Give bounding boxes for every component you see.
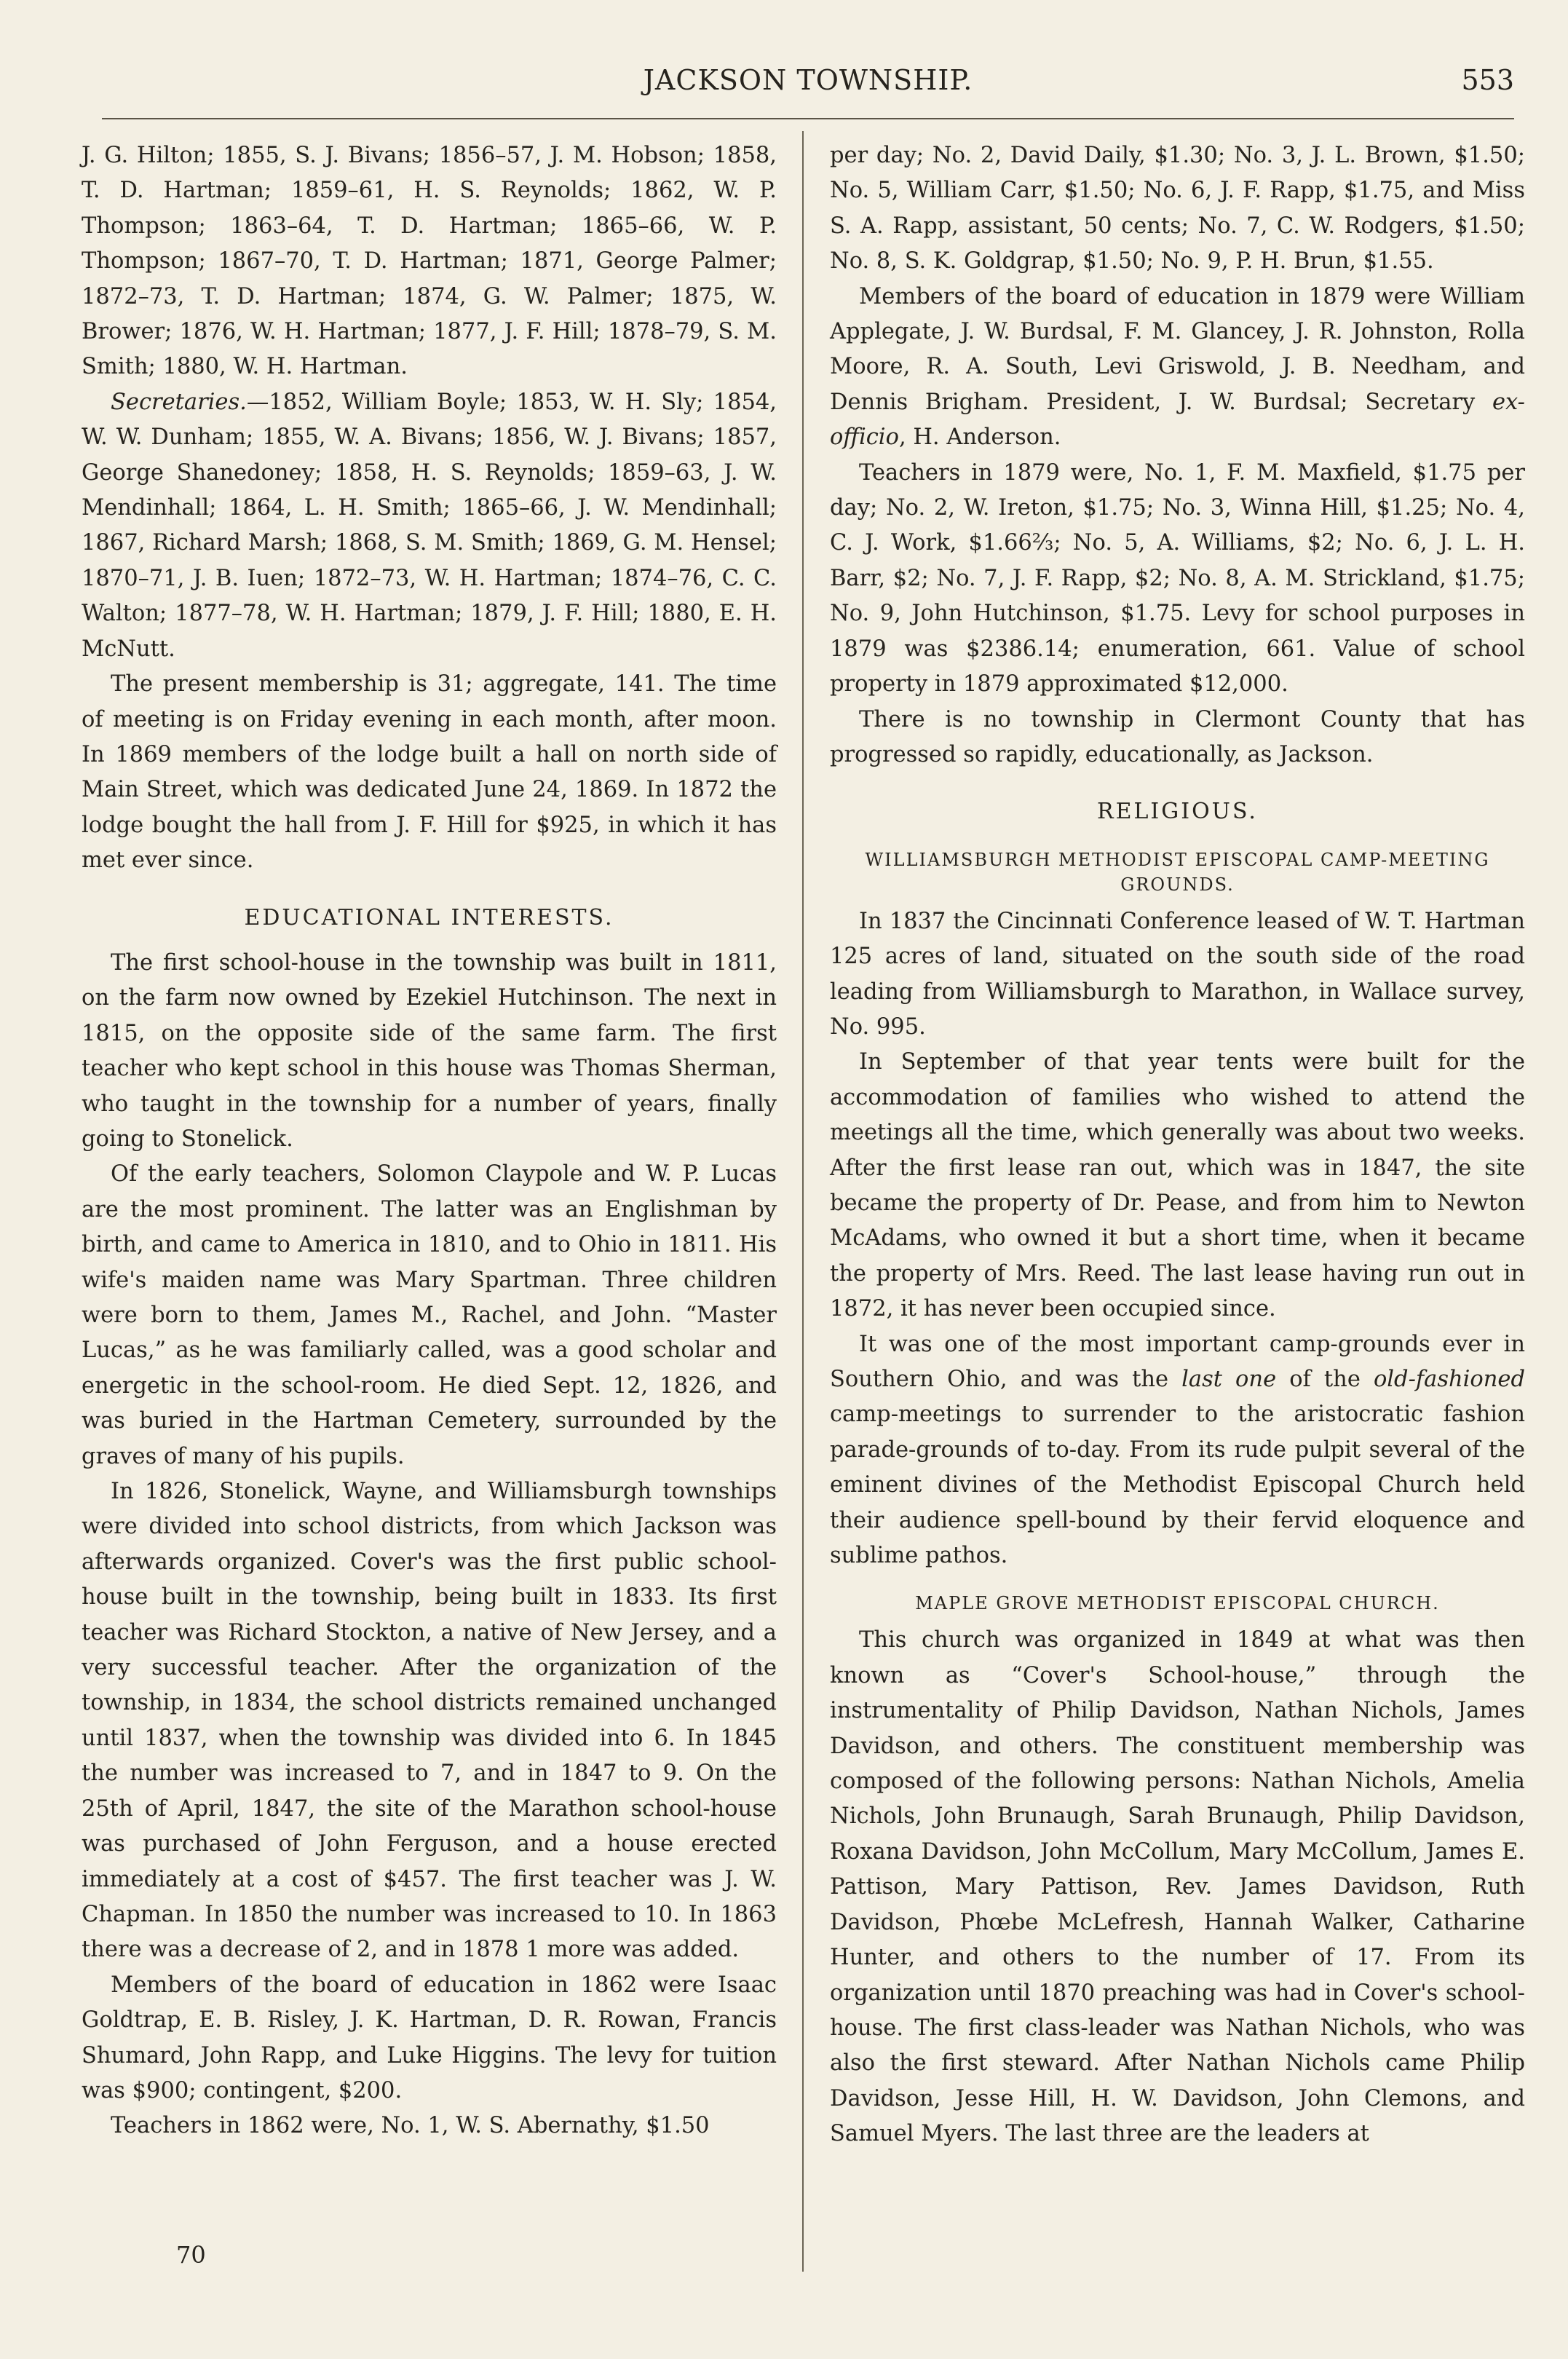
paragraph: In 1826, Stonelick, Wayne, and Williamsburgh townships were divided into school districts, from which Jackson was afterwards organized. Cover's was the first public school-house built in the township, being built in 1833. Its first teacher was Richard Stockton, a native of New Jersey, and a very successful teacher. After the organization of the township, in 1834, the school districts remained unchanged until 1837, when the township was divided into 6. In 1845 the number was increased to 7, and in 1847 to 9. On the 25th of April, 1847, the site of the Marathon school-house was purchased of John Ferguson, and a house erected immediately at a cost of $457. The first teacher was J. W. Chapman. In 1850 the number was increased to 10. In 1863 there was a decrease of 2, and in 1878 1 more was added. bbox=[82, 1479, 777, 1963]
paragraph: Teachers in 1879 were, No. 1, F. M. Maxfield, $1.75 per day; No. 2, W. Ireton, $1.75; No. 3, Winna Hill, $1.25; No. 4, C. J. Work, $1.66⅔; No. 5, A. Williams, $2; No. 6, J. L. H. Barr, $2; No. 7, J. F. Rapp, $2; No. 8, A. M. Strickland, $1.75; No. 9, John Hutchinson, $1.75. Levy for school purposes in 1879 was $2386.14; enumeration, 661. Value of school property in 1879 approximated $12,000. bbox=[830, 459, 1525, 698]
left-column bbox=[82, 138, 777, 2144]
text-run: camp-meetings to surrender to the aristocratic fashion parade-grounds of to-day. From its rude pulpit several of the eminent divines of the Methodist Episcopal Church held their audience spell-bound by their fervid eloquence and sublime pathos. bbox=[830, 1402, 1525, 1569]
paragraph bbox=[830, 1327, 1525, 1574]
paragraph: This church was organized in 1849 at what was then known as “Cover's School-house,” through the instrumentality of Philip Davidson, Nathan Nichols, James Davidson, and others. The constituent membership was composed of the following persons: Nathan Nichols, Amelia Nichols, John Brunaugh, Sarah Brunaugh, Philip Davidson, Roxana Davidson, John McCollum, Mary McCollum, James E. Pattison, Mary Pattison, Rev. James Davidson, Ruth Davidson, Phœbe McLefresh, Hannah Walker, Catharine Hunter, and others to the number of 17. From its organization until 1870 preaching was had in Cover's school-house. The first class-leader was Nathan Nichols, who was also the first steward. After Nathan Nichols came Philip Davidson, Jesse Hill, H. W. Davidson, John Clemons, and Samuel Myers. The last three are the leaders at bbox=[830, 1627, 1525, 2147]
italic-run: old-fashioned bbox=[1373, 1367, 1525, 1392]
secretaries-text: —1852, William Boyle; 1853, W. H. Sly; 1854, W. W. Dunham; 1855, W. A. Bivans; 1856, W. J. Bivans; 1857, George Shanedoney; 1858, H. S. Reynolds; 1859–63, J. W. Mendinhall; 1864, L. H. Smith; 1865–66, J. W. Mendinhall; 1867, Richard Marsh; 1868, S. M. Smith; 1869, G. M. Hensel; 1870–71, J. B. Iuen; 1872–73, W. H. Hartman; 1874–76, C. C. Walton; 1877–78, W. H. Hartman; 1879, J. F. Hill; 1880, E. H. McNutt. bbox=[82, 389, 777, 662]
paragraph bbox=[830, 280, 1525, 456]
paragraph: per day; No. 2, David Daily, $1.30; No. 3, J. L. Brown, $1.50; No. 5, William Carr, $1.50; No. 6, J. F. Rapp, $1.75, and Miss S. A. Rapp, assistant, 50 cents; No. 7, C. W. Rodgers, $1.50; No. 8, S. K. Goldgrap, $1.50; No. 9, P. H. Brun, $1.55. bbox=[830, 143, 1525, 274]
paragraph: Of the early teachers, Solomon Claypole and W. P. Lucas are the most prominent. The latter was an Englishman by birth, and came to America in 1810, and to Ohio in 1811. His wife's maiden name was Mary Spartman. Three children were born to them, James M., Rachel, and John. “Master Lucas,” as he was familiarly called, was a good scholar and energetic in the school-room. He died Sept. 12, 1826, and was buried in the Hartman Cemetery, surrounded by the graves of many of his pupils. bbox=[82, 1161, 777, 1469]
text-run: Members of the board of education in 1879 were William Applegate, J. W. Burdsal, F. M. Glancey, J. R. Johnston, Rolla Moore, R. A. South, Levi Griswold, J. B. Needham, and Dennis Brigham. President, J. W. Burdsal; Secretary bbox=[830, 283, 1525, 415]
right-column bbox=[830, 138, 1525, 2152]
subheading-maple-grove: MAPLE GROVE METHODIST EPISCOPAL CHURCH. bbox=[915, 1593, 1440, 1614]
section-heading-educational: EDUCATIONAL INTERESTS. bbox=[244, 904, 614, 930]
paragraph: Teachers in 1862 were, No. 1, W. S. Abernathy, $1.50 bbox=[111, 2113, 710, 2139]
paragraph: In 1837 the Cincinnati Conference leased of W. T. Hartman 125 acres of land, situated on the south side of the road leading from Williamsburgh to Marathon, in Wallace survey, No. 995. bbox=[830, 908, 1525, 1040]
column-rule bbox=[802, 131, 804, 2272]
signature-mark: 70 bbox=[176, 2241, 206, 2269]
subheading-camp-meeting: WILLIAMSBURGH METHODIST EPISCOPAL CAMP-MEETING GROUNDS. bbox=[865, 849, 1490, 895]
italic-run: last one bbox=[1181, 1367, 1277, 1392]
paragraph: The present membership is 31; aggregate, 141. The time of meeting is on Friday evening in each month, after moon. In 1869 members of the lodge built a hall on north side of Main Street, which was dedicated June 24, 1869. In 1872 the lodge bought the hall from J. F. Hill for $925, in which it has met ever since. bbox=[82, 671, 777, 874]
header-rule bbox=[102, 118, 1514, 119]
paragraph: Members of the board of education in 1862 were Isaac Goldtrap, E. B. Risley, J. K. Hartman, D. R. Rowan, Francis Shumard, John Rapp, and Luke Higgins. The levy for tuition was $900; contingent, $200. bbox=[82, 1972, 777, 2103]
paragraph: The first school-house in the township was built in 1811, on the farm now owned by Ezekiel Hutchinson. The next in 1815, on the opposite side of the same farm. The first teacher who kept school in this house was Thomas Sherman, who taught in the township for a number of years, finally going to Stonelick. bbox=[82, 949, 777, 1152]
paragraph: J. G. Hilton; 1855, S. J. Bivans; 1856–57, J. M. Hobson; 1858, T. D. Hartman; 1859–61, H. S. Reynolds; 1862, W. P. Thompson; 1863–64, T. D. Hartman; 1865–66, W. P. Thompson; 1867–70, T. D. Hartman; 1871, George Palmer; 1872–73, T. D. Hartman; 1874, G. W. Palmer; 1875, W. Brower; 1876, W. H. Hartman; 1877, J. F. Hill; 1878–79, S. M. Smith; 1880, W. H. Hartman. bbox=[82, 143, 777, 380]
section-heading-religious: RELIGIOUS. bbox=[1097, 799, 1258, 825]
text-run: , H. Anderson. bbox=[898, 424, 1061, 451]
italic-run: ex-officio bbox=[830, 389, 1525, 451]
text-run: of the bbox=[1276, 1367, 1374, 1392]
running-title: JACKSON TOWNSHIP. bbox=[643, 64, 973, 96]
running-head bbox=[102, 64, 1514, 115]
paragraph bbox=[82, 385, 777, 667]
text-run: It was one of the most important camp-grounds ever in Southern Ohio, and was the bbox=[830, 1331, 1525, 1392]
paragraph: In September of that year tents were built for the accommodation of families who wished to attend the meetings all the time, which generally was about two weeks. After the first lease ran out, which was in 1847, the site became the property of Dr. Pease, and from him to Newton McAdams, who owned it but a short time, when it became the property of Mrs. Reed. The last lease having run out in 1872, it has never been occupied since. bbox=[830, 1049, 1525, 1322]
secretaries-label: Secretaries. bbox=[111, 389, 247, 415]
paragraph: There is no township in Clermont County that has progressed so rapidly, educationally, as Jackson. bbox=[830, 706, 1525, 767]
page-number: 553 bbox=[1461, 64, 1514, 96]
